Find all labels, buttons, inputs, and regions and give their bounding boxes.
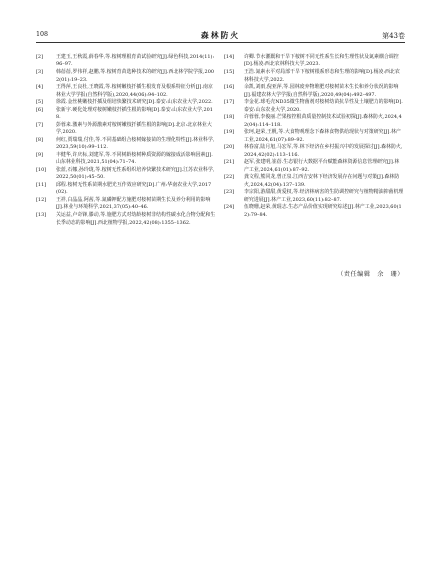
- reference-text: 李宗阳,游甜甜,黄爱权,等.经济林病害的生防调控研究与植物精油抑菌机理研究进展[J].林产工业,2023,60(11):82–87.: [244, 189, 404, 203]
- reference-entry: [36, 99, 216, 106]
- reference-entry: [224, 54, 404, 69]
- reference-number: [9]: [36, 151, 43, 158]
- reference-text: 张珂,赵荣,王帆,等.大食物观理念下森林食物供给现状与对策研究[J].林产工业,2024,61(07):89–92.: [244, 129, 401, 143]
- reference-text: 关运益,卢奇锋,滕动,等.施肥方式对幼龄桉树非结构性碳水化合物分配和生长季动态的影响[J].西北植物学报,2022,42(08):1355–1362.: [56, 212, 216, 226]
- reference-number: [21]: [224, 159, 235, 166]
- reference-entry: [224, 174, 404, 189]
- reference-text: 邱程.桉树无性系苗期水肥光互作效应研究[D].广州:华南农业大学,2017(02).: [56, 181, 212, 196]
- reference-number: [23]: [224, 189, 235, 196]
- editor-note: （责任编辑 余 珊）: [337, 271, 404, 278]
- reference-entry: [224, 69, 404, 84]
- reference-number: [16]: [224, 84, 235, 91]
- reference-entry: [36, 167, 216, 182]
- reference-entry: [36, 54, 216, 69]
- page-header: [36, 31, 405, 43]
- reference-entry: [224, 144, 404, 159]
- reference-entry: [224, 99, 404, 114]
- reference-text: 彭蓉来.激素与外源激素对桉树嫩枝扦插生根的影响[D].北京:北京林业大学,2020.: [56, 121, 212, 136]
- reference-text: 丰健华,许庆标,刘建军,等.不同树龄桉树种质资源的嫁接成活影响因素[J].山东林业科技,2021,51(04):71–74.: [56, 151, 213, 166]
- journal-title: 森林防火: [200, 31, 241, 40]
- reference-text: 张新宇.硬化处理对桉树嫩枝扦插生根的影响[D].泰安:山东农业大学,2018.: [56, 106, 213, 121]
- reference-text: 林春富,陆月旭,马宏军,等.林下经济在乡村振兴中的发展探讨[J].森林防火,2024,42(02):113–116.: [244, 144, 403, 158]
- reference-entry: [36, 84, 216, 99]
- reference-entry: [36, 107, 216, 122]
- references-left-column: [36, 54, 216, 227]
- reference-text: 王浩.氮素水平对局部干旱下桉树根系形态和生理的影响[D].杨凌:西北农林科技大学,2022.: [244, 69, 400, 83]
- reference-text: 许蓉蓉,李俊丽.芒果桉控根苗质量控制技术试验初探[J].森林防火,2024,42(04):114–118.: [244, 114, 402, 128]
- reference-text: 王得萍,王良杜,王晓霞,等.桉树嫩枝扦插生根发育及根系特征分析[J].南京林业大学学报(自然科学版),2020,44(06):94–102.: [56, 84, 213, 98]
- reference-entry: [224, 204, 404, 219]
- reference-entry: [36, 197, 216, 212]
- reference-text: 龚文程,熊同龙,曾正泉.江西吉安林下经济发展存在问题与对策[J].森林防火,2024,42(04):137–139.: [244, 174, 400, 188]
- reference-text: 何红,贾瑞瑞,付佳,等.不同基础组合桉树嫁接苗的生理化特性[J].林业科学,2023,59(10):99–112.: [56, 136, 215, 151]
- reference-number: [5]: [36, 99, 43, 106]
- reference-text: 徐霞.金丝桃嫩枝扦插及组培快繁技术研究[D].泰安:山东农业大学,2022.: [56, 99, 213, 106]
- reference-number: [14]: [224, 54, 235, 60]
- reference-text: 韩蓓蓓,罗伟祥,赵鹏,等.桉树育苗选种技术的研究[J].西北林学院学报,2002(01):19–23.: [56, 69, 214, 83]
- reference-text: 余凯,刘雨,倪亚萍,等.园林废弃物堆肥对桉树苗木生长和养分状况的影响[J].福建农林大学学报(自然科学版),2020,49(04):492–497.: [244, 84, 399, 98]
- reference-number: [6]: [36, 106, 43, 113]
- reference-entry: [224, 159, 404, 174]
- page-number: 108: [36, 31, 49, 38]
- reference-entry: [224, 84, 404, 99]
- reference-entry: [36, 122, 216, 137]
- reference-number: [12]: [36, 197, 47, 204]
- reference-number: [13]: [36, 212, 47, 219]
- reference-entry: [36, 69, 216, 84]
- reference-number: [4]: [36, 84, 43, 91]
- reference-number: [22]: [224, 174, 235, 181]
- reference-number: [18]: [224, 114, 235, 121]
- reference-number: [17]: [224, 99, 235, 106]
- reference-entry: [36, 152, 216, 167]
- reference-number: [11]: [36, 181, 47, 188]
- reference-number: [19]: [224, 129, 235, 136]
- volume-label: 第43卷: [382, 32, 405, 40]
- reference-entry: [36, 212, 216, 227]
- reference-text: 王祥,白晶晶,阿茜,等.氮磷钾配方施肥对桉树苗期生长及养分利用的影响[J].林业与环境科学,2021,37(05):40–46.: [56, 197, 211, 211]
- reference-text: 王建玉,王秋霞,薛春华,等.桉树理根育苗试验研究[J].绿色科技,2014(11):96–97.: [56, 54, 215, 68]
- reference-entry: [36, 182, 216, 197]
- reference-text: 伍晓珊,赵荣,黄琨志.生态产品价值实现研究综述[J].林产工业,2023,60(12):79–84.: [244, 204, 402, 218]
- reference-number: [24]: [224, 204, 235, 211]
- reference-number: [8]: [36, 136, 43, 143]
- reference-number: [3]: [36, 69, 43, 76]
- reference-text: 李金花.球毛壳ND35微生物菌剂对桉树幼苗抗旱性及土壤肥力的影响[D].泰安:山东农业大学,2020.: [244, 99, 403, 113]
- reference-text: 许卿.节水灌溉和干旱下桉树不同无性系生长和生理性状及氮素耦合调控[D].杨凌:西北农林科技大学,2023.: [244, 54, 399, 68]
- reference-text: 张蓝,石娜,孙玲珑,等.桉树无性系组织培养快繁技术研究[J].江苏农业科学,2022,50(01):45–50.: [56, 166, 215, 181]
- reference-number: [10]: [36, 166, 47, 173]
- reference-number: [15]: [224, 69, 235, 76]
- reference-entry: [36, 137, 216, 152]
- reference-number: [2]: [36, 54, 43, 60]
- reference-text: 赵军,张建明,崔蓓.生态银行大数据平台赋能森林资源信息管理研究[J].林产工业,2024,61(01):87–92.: [244, 159, 400, 173]
- reference-entry: [224, 189, 404, 204]
- reference-number: [20]: [224, 144, 235, 151]
- reference-entry: [224, 114, 404, 129]
- reference-entry: [224, 129, 404, 144]
- references-right-column: [224, 54, 404, 220]
- reference-number: [7]: [36, 121, 43, 128]
